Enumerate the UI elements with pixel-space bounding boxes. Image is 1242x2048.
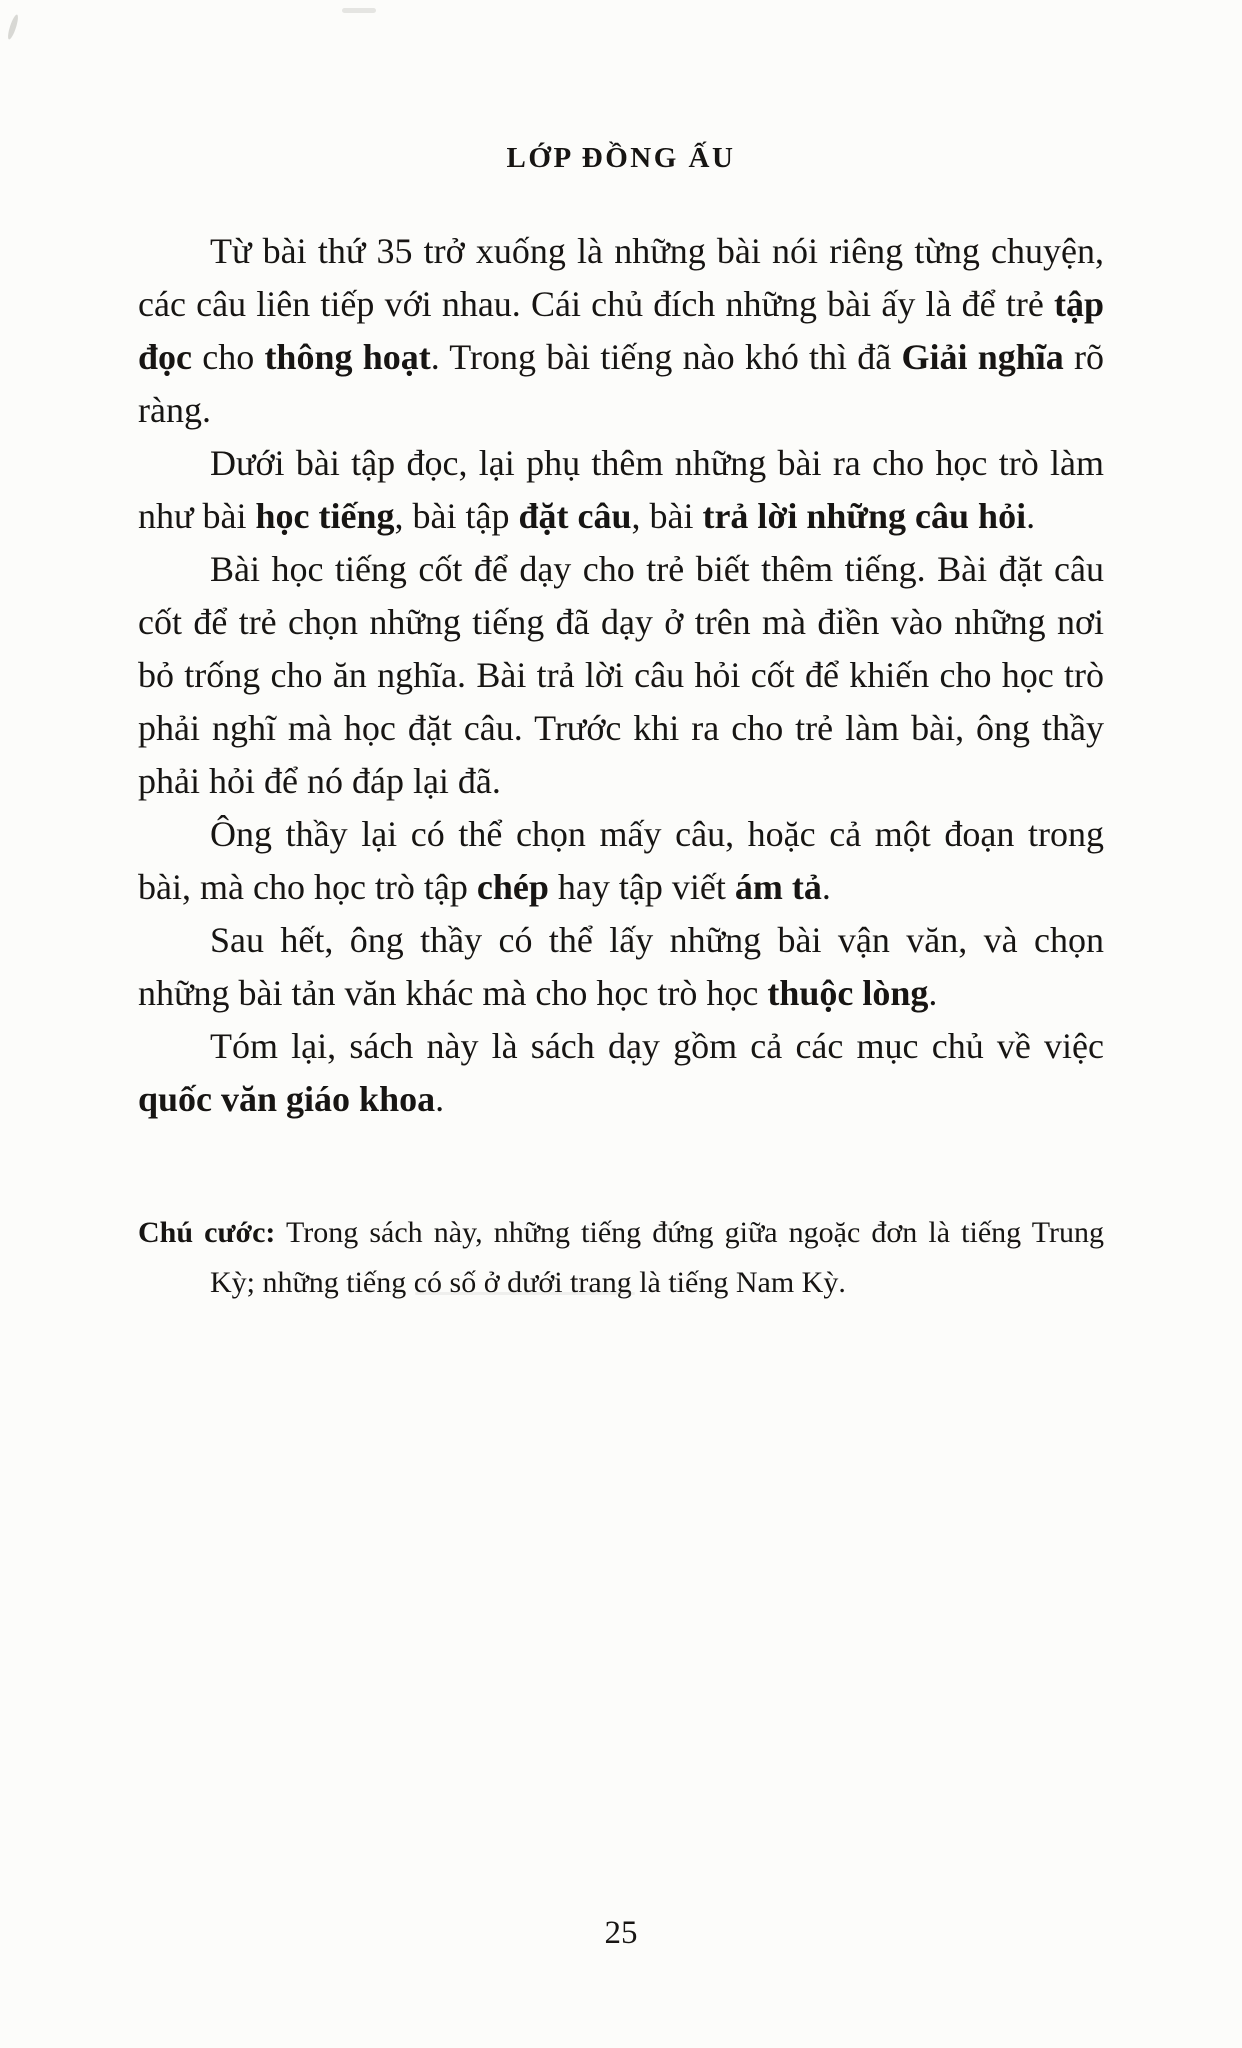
page-body [138, 225, 1104, 1126]
paragraph: Từ bài thứ 35 trở xuống là những bài nói riêng từng chuyện, các câu liên tiếp với nhau. Cái chủ đích những bài ấy là để trẻ tập đọc cho thông hoạt. Trong bài tiếng nào khó thì đã Giải nghĩa rõ ràng. [138, 231, 1104, 430]
paragraph: Bài học tiếng cốt để dạy cho trẻ biết thêm tiếng. Bài đặt câu cốt để trẻ chọn những tiếng đã dạy ở trên mà điền vào những nơi bỏ trống cho ăn nghĩa. Bài trả lời câu hỏi cốt để khiến cho học trò phải nghĩ mà học đặt câu. Trước khi ra cho trẻ làm bài, ông thầy phải hỏi để nó đáp lại đã. [138, 549, 1104, 801]
running-header: LỚP ĐỒNG ẤU [506, 142, 736, 174]
footnote: Chú cước: Trong sách này, những tiếng đứng giữa ngoặc đơn là tiếng Trung Kỳ; những tiếng có số ở dưới trang là tiếng Nam Kỳ. [138, 1216, 1104, 1299]
paragraph: Ông thầy lại có thể chọn mấy câu, hoặc cả một đoạn trong bài, mà cho học trò tập chép hay tập viết ám tả. [138, 814, 1104, 907]
paragraph: Tóm lại, sách này là sách dạy gồm cả các mục chủ về việc quốc văn giáo khoa. [138, 1026, 1104, 1119]
paragraph: Dưới bài tập đọc, lại phụ thêm những bài ra cho học trò làm như bài học tiếng, bài tập đặt câu, bài trả lời những câu hỏi. [138, 443, 1104, 536]
scan-artifact [6, 14, 20, 41]
paragraph: Sau hết, ông thầy có thể lấy những bài vận văn, và chọn những bài tản văn khác mà cho học trò học thuộc lòng. [138, 920, 1104, 1013]
scan-artifact [342, 8, 376, 13]
page-number: 25 [604, 1915, 638, 1951]
scan-artifact [415, 1292, 635, 1295]
